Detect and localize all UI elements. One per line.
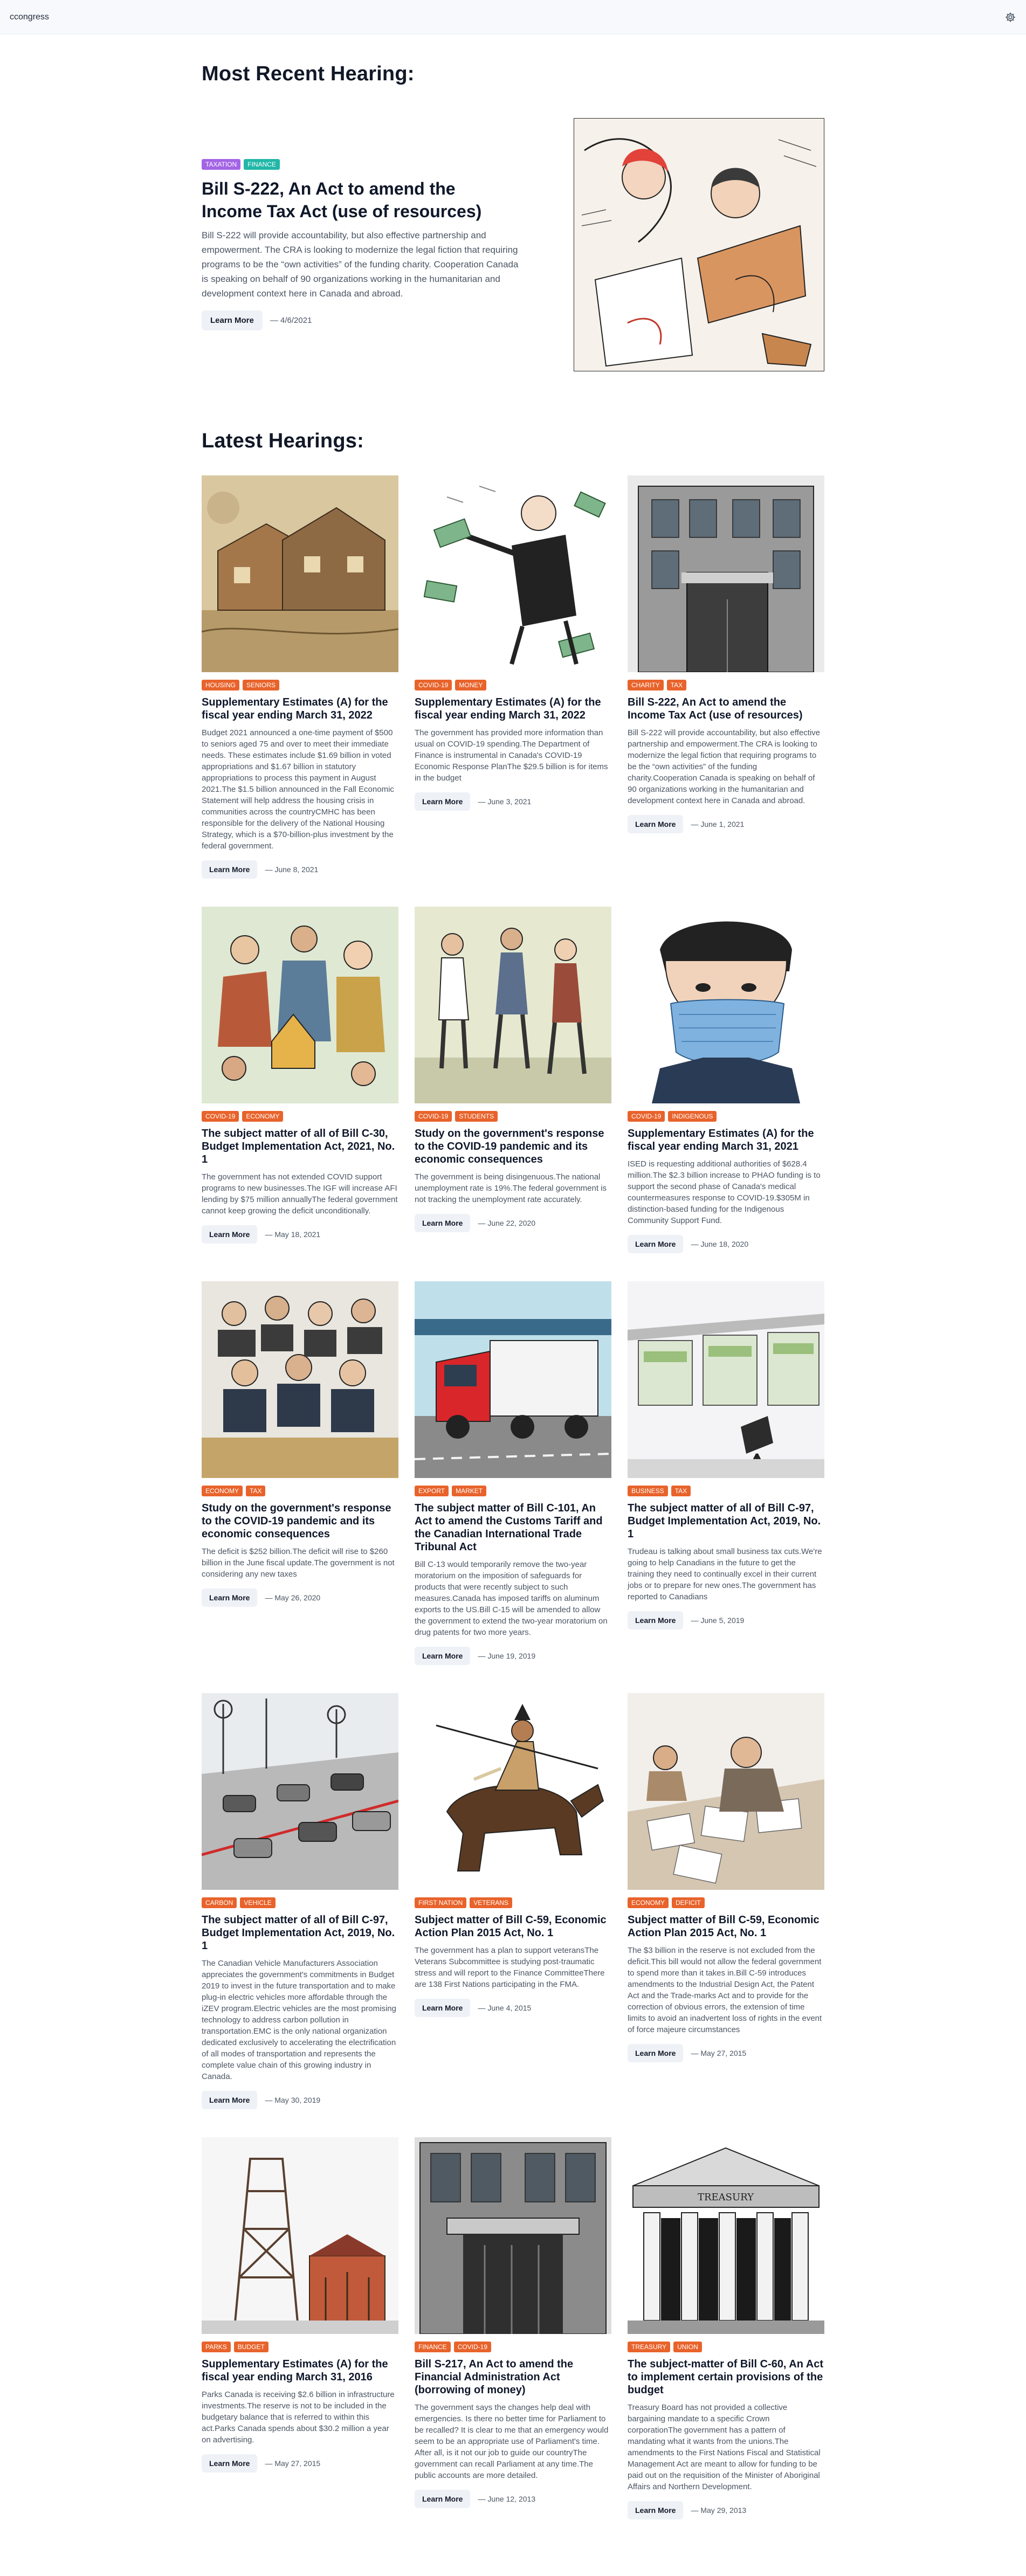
mask-illustration <box>628 907 824 1103</box>
card-title[interactable]: Bill S-222, An Act to amend the Income Tax Act (use of resources) <box>628 696 803 721</box>
assembly-illustration <box>202 1281 398 1478</box>
hearing-date: — 4/6/2021 <box>270 316 312 325</box>
card-meta <box>628 815 824 833</box>
hearing-card <box>415 907 611 1253</box>
card-description: The deficit is $252 billion.The deficit will rise to $260 billion in the June fiscal update.The government is not considering any new taxes <box>202 1547 395 1579</box>
card-tags <box>415 1486 611 1496</box>
hero-meta <box>202 310 520 330</box>
card-meta <box>202 1225 398 1244</box>
card-title[interactable]: Study on the government's response to the COVID-19 pandemic and its economic consequences <box>415 1128 604 1165</box>
learn-more-button[interactable]: Learn More <box>202 1225 257 1244</box>
tag-badge: INDIGENOUS <box>668 1111 717 1122</box>
card-meta <box>628 1611 824 1629</box>
tag-badge: FIRST NATION <box>415 1897 466 1908</box>
learn-more-button[interactable]: Learn More <box>628 1611 683 1629</box>
hearing-date: — June 1, 2021 <box>691 820 745 828</box>
card-meta <box>415 1999 611 2017</box>
hero-title[interactable]: Bill S-222, An Act to amend the Income Tax Act (use of resources) <box>202 179 482 221</box>
card-tags <box>415 680 611 690</box>
card-meta <box>415 2490 611 2508</box>
card-title[interactable]: Supplementary Estimates (A) for the fiscal year ending March 31, 2022 <box>202 696 388 721</box>
hearing-card <box>415 475 611 879</box>
tag-badge: TAXATION <box>202 159 240 170</box>
card-meta <box>202 1589 398 1607</box>
learn-more-button[interactable]: Learn More <box>415 2490 470 2508</box>
card-title[interactable]: The subject matter of Bill C-101, An Act to amend the Customs Tariff and the Canadian International Trade Tribunal Act <box>415 1502 603 1553</box>
hero-tags <box>202 159 520 170</box>
card-title[interactable]: The subject matter of all of Bill C-97, Budget Implementation Act, 2019, No. 1 <box>628 1502 821 1540</box>
card-meta <box>202 2454 398 2473</box>
hero-text <box>202 159 520 330</box>
hearing-card <box>628 475 824 879</box>
learn-more-button[interactable]: Learn More <box>202 1589 257 1607</box>
card-meta <box>415 1647 611 1665</box>
card-title[interactable]: Subject matter of Bill C-59, Economic Action Plan 2015 Act, No. 1 <box>415 1914 607 1939</box>
latest-hearings-heading: Latest Hearings: <box>202 430 364 452</box>
hearing-date: — May 26, 2020 <box>265 1593 321 1602</box>
card-meta <box>415 1214 611 1232</box>
card-description: The government is being disingenuous.The national unemployment rate is 19%.The federal government is not tracking the unemployment rate accurately. <box>415 1172 607 1204</box>
card-tags <box>415 1111 611 1122</box>
hearing-card <box>202 1281 398 1665</box>
tag-badge: COVID-19 <box>454 2342 491 2352</box>
hearing-card <box>415 1693 611 2109</box>
card-description: The government has provided more information than usual on COVID-19 spending.The Department of Finance is instrumental in Canada's COVID-19 Economic Response PlanThe $29.5 billion is for items in the budget <box>415 728 608 783</box>
learn-more-button[interactable]: Learn More <box>415 1647 470 1665</box>
tag-badge: UNION <box>673 2342 702 2352</box>
tag-badge: BUDGET <box>234 2342 268 2352</box>
tag-badge: CARBON <box>202 1897 237 1908</box>
tag-badge: BUSINESS <box>628 1486 668 1496</box>
card-description: Parks Canada is receiving $2.6 billion in infrastructure investments.The reserve is not to be included in the budgetary balance that is referred to within this act.Parks Canada spends about $30.2 million a year on advertising. <box>202 2390 395 2444</box>
tag-badge: VEHICLE <box>240 1897 275 1908</box>
card-description: Trudeau is talking about small business tax cuts.We're going to help Canadians in the future to get the training they need to continually excel in their current jobs or to prepare for new ones.The government has reported to Canadians <box>628 1547 822 1601</box>
hearing-date: — June 8, 2021 <box>265 865 319 874</box>
tag-badge: MONEY <box>455 680 486 690</box>
learn-more-button[interactable]: Learn More <box>202 2454 257 2473</box>
hearing-date: — June 22, 2020 <box>478 1219 536 1227</box>
card-tags <box>202 2342 398 2352</box>
gear-icon[interactable] <box>1004 11 1016 23</box>
learn-more-button[interactable]: Learn More <box>628 2044 683 2062</box>
hearings-grid <box>202 475 824 2519</box>
tag-badge: ECONOMY <box>242 1111 283 1122</box>
card-tags <box>202 1111 398 1122</box>
hearing-date: — June 4, 2015 <box>478 2004 532 2012</box>
card-description: Bill C-13 would temporarily remove the two-year moratorium on the imposition of safeguards for products that were recently subject to such measures.Canada has imposed tariffs on aluminum exports to the US.Bill C-15 will be amended to allow the government to extend the two-year moratorium on drug patents for two more years. <box>415 1560 608 1637</box>
learn-more-button[interactable]: Learn More <box>415 1214 470 1232</box>
learn-more-button[interactable]: Learn More <box>202 860 257 879</box>
learn-more-button[interactable]: Learn More <box>415 792 470 811</box>
card-tags <box>415 2342 611 2352</box>
card-meta <box>628 1235 824 1253</box>
hearing-date: — May 27, 2015 <box>691 2049 747 2057</box>
card-tags <box>202 1486 398 1496</box>
tag-badge: MARKET <box>452 1486 486 1496</box>
tag-badge: DEFICIT <box>672 1897 705 1908</box>
tag-badge: TAX <box>246 1486 265 1496</box>
hearing-date: — June 19, 2019 <box>478 1652 536 1660</box>
card-description: The Canadian Vehicle Manufacturers Association appreciates the government's commitments in Budget 2019 to invest in the future transportation and to make plug-in electric vehicles more affordable through the iZEV program.Electric vehicles are the most promising technology to address carbon pollution in transportation.EMC is the only national organization dedicated exclusively to accelerating the electrification of all modes of transportation and represents the complete value chain of this growing industry in Canada. <box>202 1959 396 2081</box>
hearing-card <box>628 907 824 1253</box>
hearing-card <box>415 2137 611 2519</box>
card-title[interactable]: Supplementary Estimates (A) for the fiscal year ending March 31, 2022 <box>415 696 601 721</box>
tower-illustration <box>202 2137 398 2334</box>
tag-badge: SENIORS <box>243 680 279 690</box>
tag-badge: COVID-19 <box>202 1111 239 1122</box>
tag-badge: COVID-19 <box>628 1111 665 1122</box>
hero-description: Bill S-222 will provide accountability, but also effective partnership and empowerment. The CRA is looking to modernize the legal fiction that requiring programs to be the “own activities” of the funding charity. Cooperation Canada is speaking on behalf of 90 organizations working in the humanitarian and development context here in Canada and abroad. <box>202 230 519 299</box>
learn-more-button[interactable]: Learn More <box>202 310 263 330</box>
tag-badge: ECONOMY <box>628 1897 669 1908</box>
card-meta <box>202 2091 398 2109</box>
card-title[interactable]: Bill S-217, An Act to amend the Financial Administration Act (borrowing of money) <box>415 2358 574 2396</box>
card-description: The government has a plan to support veteransThe Veterans Subcommittee is studying post-traumatic stress and will report to the Finance CommitteeThere are 138 First Nations participating in the FMA. <box>415 1946 605 1989</box>
card-description: The $3 billion in the reserve is not excluded from the deficit.This bill would not allow the federal government to spend more than it takes in.Bill C-59 introduces amendments to the Industrial Design Act, the Patent Act and the Trade-marks Act and to provide for the correction of obvious errors, the extension of time limits to avoid an inadvertent loss of rights in the event of force majeure circumstances <box>628 1946 822 2034</box>
card-title[interactable]: Supplementary Estimates (A) for the fiscal year ending March 31, 2016 <box>202 2358 388 2383</box>
card-description: Treasury Board has not provided a collective bargaining mandate to a specific Crown corporationThe government has a pattern of mandating what it wants from the unions.The amendments to the First Nations Fiscal and Statistical Management Act are meant to allow for funding to be paid out on the requisition of the Minister of Aboriginal Affairs and Northern Development. <box>628 2403 821 2491</box>
learn-more-button[interactable]: Learn More <box>415 1999 470 2017</box>
desk-illustration <box>628 1693 824 1890</box>
card-title[interactable]: The subject matter of all of Bill C-30, Budget Implementation Act, 2021, No. 1 <box>202 1128 395 1165</box>
tag-badge: TAX <box>671 1486 691 1496</box>
card-description: The government says the changes help deal with emergencies. Is there no better time for Parliament to be recalled? It is clear to me that an emergency would seem to be an appropriate use of Parliament's time. After all, is it not our job to guide our countryThe government can recall Parliament at any time.The public accounts are more detailed. <box>415 2403 609 2480</box>
most-recent-heading: Most Recent Hearing: <box>202 63 415 85</box>
tag-badge: ECONOMY <box>202 1486 243 1496</box>
card-tags <box>415 1897 611 1908</box>
hearing-card <box>415 1281 611 1665</box>
tag-badge: COVID-19 <box>415 680 452 690</box>
tag-badge: VETERANS <box>470 1897 512 1908</box>
card-meta <box>202 860 398 879</box>
hearing-date: — May 27, 2015 <box>265 2459 321 2468</box>
treasury-illustration <box>628 2137 824 2334</box>
main-content <box>202 63 824 2552</box>
traffic-illustration <box>202 1693 398 1890</box>
hearing-card <box>202 1693 398 2109</box>
tag-badge: CHARITY <box>628 680 664 690</box>
card-description: ISED is requesting additional authorities of $628.4 million.The $2.3 billion increase to PHAO funding is to support the second phase of Canada's medical countermeasures response to COVID-19.$305M in distinction-based funding for the Indigenous Community Support Fund. <box>628 1159 821 1225</box>
hearing-card <box>202 475 398 879</box>
hearing-card <box>628 2137 824 2519</box>
card-title[interactable]: Study on the government's response to the COVID-19 pandemic and its economic consequences <box>202 1502 391 1540</box>
learn-more-button[interactable]: Learn More <box>202 2091 257 2109</box>
card-tags <box>628 1897 824 1908</box>
hearing-date: — June 12, 2013 <box>478 2495 536 2503</box>
card-meta <box>628 2044 824 2062</box>
learn-more-button[interactable]: Learn More <box>628 2501 683 2519</box>
hero-illustration <box>574 118 824 371</box>
building-illustration <box>628 475 824 672</box>
students-illustration <box>415 907 611 1103</box>
card-tags <box>628 2342 824 2352</box>
hearing-date: — May 29, 2013 <box>691 2506 747 2515</box>
card-title[interactable]: The subject-matter of Bill C-60, An Act to implement certain provisions of the budget <box>628 2358 824 2396</box>
hearing-date: — June 3, 2021 <box>478 797 532 806</box>
hearing-date: — May 30, 2019 <box>265 2096 321 2104</box>
tag-badge: FINANCE <box>415 2342 451 2352</box>
hearing-date: — June 5, 2019 <box>691 1616 745 1625</box>
rider-illustration <box>415 1693 611 1890</box>
card-title[interactable]: Subject matter of Bill C-59, Economic Action Plan 2015 Act, No. 1 <box>628 1914 820 1939</box>
tag-badge: STUDENTS <box>455 1111 498 1122</box>
village-illustration <box>202 475 398 672</box>
card-title[interactable]: The subject matter of all of Bill C-97, Budget Implementation Act, 2019, No. 1 <box>202 1914 395 1952</box>
facade-illustration <box>415 2137 611 2334</box>
brand-logo[interactable]: ccongress <box>10 12 49 22</box>
card-tags <box>628 680 824 690</box>
tag-badge: HOUSING <box>202 680 239 690</box>
card-description: Budget 2021 announced a one-time payment of $500 to seniors aged 75 and over to meet their immediate needs. These estimates include $1.69 billion in voted appropriations and $1.67 billion in statutory appropriations to process this payment in August 2021.The $1.5 billion announced in the Fall Economic Statement will help address the housing crisis in communities across the countryCMHC has been responsible for the delivery of the National Housing Strategy, which is a $70-billion-plus investment by the federal government. <box>202 728 394 851</box>
truck-illustration <box>415 1281 611 1478</box>
tag-badge: FINANCE <box>244 159 280 170</box>
tag-badge: COVID-19 <box>415 1111 452 1122</box>
card-tags <box>202 680 398 690</box>
card-tags <box>628 1486 824 1496</box>
card-description: The government has not extended COVID support programs to new businesses.The IGF will increase AFI lending by $75 million annuallyThe federal government cannot keep growing the deficit unconditionally. <box>202 1172 398 1216</box>
learn-more-button[interactable]: Learn More <box>628 815 683 833</box>
hearing-card <box>202 907 398 1253</box>
tag-badge: EXPORT <box>415 1486 449 1496</box>
card-title[interactable]: Supplementary Estimates (A) for the fiscal year ending March 31, 2021 <box>628 1128 814 1152</box>
money-illustration <box>415 475 611 672</box>
hearing-card <box>628 1281 824 1665</box>
learn-more-button[interactable]: Learn More <box>628 1235 683 1253</box>
hearing-date: — May 18, 2021 <box>265 1230 321 1239</box>
svg-text:TREASURY: TREASURY <box>697 2192 754 2203</box>
card-meta <box>628 2501 824 2519</box>
top-bar <box>0 0 1026 34</box>
tag-badge: TREASURY <box>628 2342 670 2352</box>
card-meta <box>415 792 611 811</box>
hearing-card <box>628 1693 824 2109</box>
hearing-card <box>202 2137 398 2519</box>
hearing-date: — June 18, 2020 <box>691 1240 749 1248</box>
card-tags <box>202 1897 398 1908</box>
crowd-illustration <box>202 907 398 1103</box>
card-tags <box>628 1111 824 1122</box>
tag-badge: TAX <box>667 680 686 690</box>
office-illustration <box>628 1281 824 1478</box>
most-recent-hearing <box>202 118 824 371</box>
card-description: Bill S-222 will provide accountability, but also effective partnership and empowerment.The CRA is looking to modernize the legal fiction that requiring programs to be the “own activities” of the funding charity.Cooperation Canada is speaking on behalf of 90 organizations working in the humanitarian and development context here in Canada and abroad. <box>628 728 821 805</box>
tag-badge: PARKS <box>202 2342 231 2352</box>
